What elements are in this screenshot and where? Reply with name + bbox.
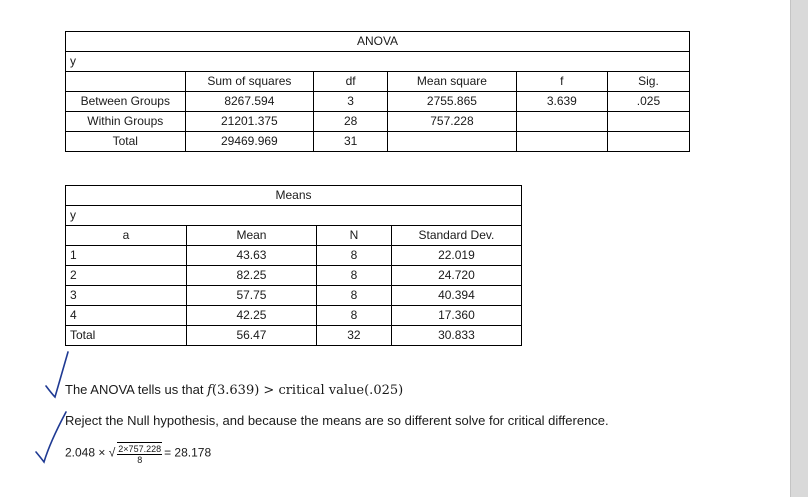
note-line-3-result: = 28.178 bbox=[164, 445, 212, 460]
means-header-mean: Mean bbox=[186, 226, 316, 246]
means-cell-mean: 43.63 bbox=[186, 246, 316, 266]
anova-cell-ms: 757.228 bbox=[388, 112, 517, 132]
means-cell-n: 32 bbox=[317, 326, 392, 346]
means-table bbox=[65, 185, 522, 346]
means-cell-sd: 22.019 bbox=[391, 246, 521, 266]
means-cell-mean: 82.25 bbox=[186, 266, 316, 286]
anova-header-empty bbox=[66, 72, 186, 92]
anova-header-sig: Sig. bbox=[607, 72, 689, 92]
anova-dependent-label: y bbox=[66, 52, 690, 72]
anova-cell-sig bbox=[607, 132, 689, 152]
means-title: Means bbox=[66, 186, 522, 206]
anova-row-label: Between Groups bbox=[66, 92, 186, 112]
table-row bbox=[66, 326, 522, 346]
means-dependent-label: y bbox=[66, 206, 522, 226]
note-line-1-prefix: The ANOVA tells us that bbox=[65, 382, 208, 397]
note-line-3-prefix: 2.048 × √ bbox=[65, 445, 116, 460]
table-row bbox=[66, 132, 690, 152]
means-header-a: a bbox=[66, 226, 187, 246]
anova-cell-df: 28 bbox=[314, 112, 388, 132]
fraction bbox=[117, 442, 162, 465]
anova-header-f: f bbox=[516, 72, 607, 92]
means-cell-mean: 57.75 bbox=[186, 286, 316, 306]
anova-table bbox=[65, 31, 690, 152]
means-header-n: N bbox=[317, 226, 392, 246]
anova-header-ms: Mean square bbox=[388, 72, 517, 92]
anova-cell-ss: 21201.375 bbox=[185, 112, 314, 132]
anova-header-row bbox=[66, 72, 690, 92]
anova-cell-ss: 8267.594 bbox=[185, 92, 314, 112]
anova-cell-ss: 29469.969 bbox=[185, 132, 314, 152]
table-row bbox=[66, 266, 522, 286]
anova-row-label: Within Groups bbox=[66, 112, 186, 132]
means-cell-a: 1 bbox=[66, 246, 187, 266]
note-line-1-f: f bbox=[207, 383, 212, 398]
table-row bbox=[66, 92, 690, 112]
means-header-row bbox=[66, 226, 522, 246]
means-cell-sd: 24.720 bbox=[391, 266, 521, 286]
means-cell-n: 8 bbox=[317, 266, 392, 286]
means-cell-sd: 17.360 bbox=[391, 306, 521, 326]
anova-cell-sig: .025 bbox=[607, 92, 689, 112]
anova-cell-df: 31 bbox=[314, 132, 388, 152]
checkmark-icon bbox=[30, 408, 70, 468]
viewer-gutter bbox=[790, 0, 808, 497]
table-row bbox=[66, 286, 522, 306]
anova-header-df: df bbox=[314, 72, 388, 92]
means-cell-n: 8 bbox=[317, 306, 392, 326]
anova-header-ss: Sum of squares bbox=[185, 72, 314, 92]
means-cell-a: 2 bbox=[66, 266, 187, 286]
means-header-sd: Standard Dev. bbox=[391, 226, 521, 246]
anova-cell-df: 3 bbox=[314, 92, 388, 112]
note-line-3 bbox=[65, 442, 211, 465]
means-cell-n: 8 bbox=[317, 246, 392, 266]
anova-cell-f bbox=[516, 132, 607, 152]
note-line-2: Reject the Null hypothesis, and because the means are so different solve for critical difference. bbox=[65, 413, 609, 428]
table-row bbox=[66, 246, 522, 266]
anova-row-label: Total bbox=[66, 132, 186, 152]
anova-cell-ms bbox=[388, 132, 517, 152]
means-cell-sd: 30.833 bbox=[391, 326, 521, 346]
means-cell-a: 3 bbox=[66, 286, 187, 306]
fraction-numerator: 2×757.228 bbox=[118, 444, 162, 454]
anova-cell-f bbox=[516, 112, 607, 132]
table-row bbox=[66, 306, 522, 326]
anova-cell-ms: 2755.865 bbox=[388, 92, 517, 112]
means-cell-mean: 42.25 bbox=[186, 306, 316, 326]
anova-cell-sig bbox=[607, 112, 689, 132]
means-cell-sd: 40.394 bbox=[391, 286, 521, 306]
note-line-1-math: (3.639) > critical value(.025) bbox=[211, 383, 404, 398]
fraction-denominator: 8 bbox=[137, 455, 143, 465]
note-line-1 bbox=[65, 382, 403, 398]
means-cell-mean: 56.47 bbox=[186, 326, 316, 346]
means-cell-a: Total bbox=[66, 326, 187, 346]
table-row bbox=[66, 112, 690, 132]
anova-cell-f: 3.639 bbox=[516, 92, 607, 112]
anova-title: ANOVA bbox=[66, 32, 690, 52]
means-cell-a: 4 bbox=[66, 306, 187, 326]
means-cell-n: 8 bbox=[317, 286, 392, 306]
